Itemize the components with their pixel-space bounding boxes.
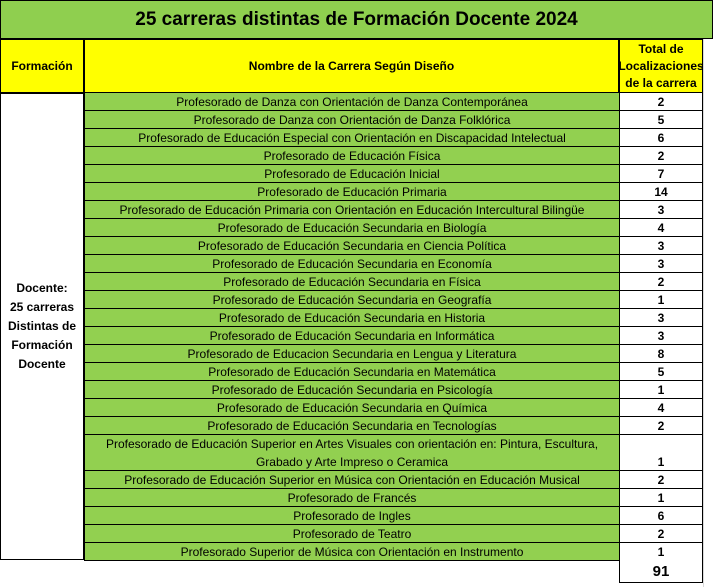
formacion-label <box>0 93 84 560</box>
formacion-label-line: 25 carreras <box>9 300 75 314</box>
table-row <box>84 165 703 183</box>
career-locations-count: 3 <box>619 237 703 255</box>
career-name: Profesorado de Educación Secundaria en Tecnologías <box>84 417 619 435</box>
career-name: Profesorado de Educación Especial con Orientación en Discapacidad Intelectual <box>84 129 619 147</box>
table-row <box>84 381 703 399</box>
career-name: Profesorado de Educación Secundaria en Historia <box>84 309 619 327</box>
table-row <box>84 273 703 291</box>
career-name: Profesorado de Educación Secundaria en Geografía <box>84 291 619 309</box>
career-name: Profesorado de Educación Secundaria en Física <box>84 273 619 291</box>
career-locations-count: 1 <box>619 381 703 399</box>
total-value: 91 <box>619 560 703 583</box>
header-nombre-carrera: Nombre de la Carrera Según Diseño <box>84 39 619 93</box>
table-row <box>84 435 703 471</box>
career-locations-count: 2 <box>619 93 703 111</box>
table-row <box>84 255 703 273</box>
table-row <box>84 291 703 309</box>
career-locations-count: 2 <box>619 417 703 435</box>
career-locations-count: 6 <box>619 507 703 525</box>
career-locations-count: 3 <box>619 201 703 219</box>
career-name: Profesorado de Educación Superior en Artes Visuales con orientación en: Pintura, Escultura, Grabado y Arte Impreso o Ceramica <box>84 435 619 471</box>
career-name: Profesorado de Ingles <box>84 507 619 525</box>
career-name: Profesorado de Educación Secundaria en Economía <box>84 255 619 273</box>
table-title: 25 carreras distintas de Formación Docente 2024 <box>0 0 713 39</box>
career-locations-count: 3 <box>619 327 703 345</box>
career-locations-count: 14 <box>619 183 703 201</box>
career-name: Profesorado de Educación Superior en Música con Orientación en Educación Musical <box>84 471 619 489</box>
table-row <box>84 111 703 129</box>
career-name: Profesorado de Educación Secundaria en Matemática <box>84 363 619 381</box>
header-total-localizaciones <box>619 39 703 93</box>
table-row <box>84 345 703 363</box>
career-locations-count: 4 <box>619 399 703 417</box>
career-locations-count: 2 <box>619 525 703 543</box>
career-locations-count: 6 <box>619 129 703 147</box>
career-locations-count: 7 <box>619 165 703 183</box>
career-name: Profesorado de Educación Física <box>84 147 619 165</box>
table-row <box>84 507 703 525</box>
table-row <box>84 309 703 327</box>
table-row <box>84 363 703 381</box>
header-total-line: Localizaciones <box>618 58 704 73</box>
grid-line <box>703 39 713 587</box>
table-row <box>84 471 703 489</box>
table-row <box>84 93 703 111</box>
header-total-line: de la carrera <box>625 75 697 90</box>
table-row <box>84 201 703 219</box>
career-name: Profesorado de Danza con Orientación de Danza Folklórica <box>84 111 619 129</box>
career-locations-count: 2 <box>619 147 703 165</box>
career-name: Profesorado Superior de Música con Orientación en Instrumento <box>84 543 619 561</box>
career-locations-count: 8 <box>619 345 703 363</box>
table-row <box>84 147 703 165</box>
career-locations-count: 2 <box>619 471 703 489</box>
career-name: Profesorado de Educación Primaria <box>84 183 619 201</box>
table-row <box>84 219 703 237</box>
header-total-line: Total de <box>638 41 684 56</box>
table-row <box>84 525 703 543</box>
career-locations-count: 5 <box>619 111 703 129</box>
formacion-label-line: Distintas de <box>7 319 76 333</box>
career-name: Profesorado de Educacion Secundaria en Lengua y Literatura <box>84 345 619 363</box>
career-locations-count: 3 <box>619 255 703 273</box>
career-name: Profesorado de Educación Secundaria en Química <box>84 399 619 417</box>
header-formacion: Formación <box>0 39 84 93</box>
table-row <box>84 417 703 435</box>
career-name: Profesorado de Educación Secundaria en Biología <box>84 219 619 237</box>
career-locations-count: 2 <box>619 273 703 291</box>
table-row <box>84 327 703 345</box>
table-row <box>84 489 703 507</box>
career-locations-count: 1 <box>619 489 703 507</box>
formacion-label-line: Docente: <box>16 281 68 295</box>
career-name: Profesorado de Educación Secundaria en Ciencia Política <box>84 237 619 255</box>
career-locations-count: 5 <box>619 363 703 381</box>
career-name: Profesorado de Teatro <box>84 525 619 543</box>
career-locations-count: 1 <box>619 543 703 561</box>
career-locations-count: 3 <box>619 309 703 327</box>
career-locations-count: 1 <box>619 291 703 309</box>
career-name: Profesorado de Educación Secundaria en Informática <box>84 327 619 345</box>
career-locations-count: 4 <box>619 219 703 237</box>
career-name: Profesorado de Francés <box>84 489 619 507</box>
career-locations-count: 1 <box>619 435 703 471</box>
careers-table-body <box>84 93 703 561</box>
table-row <box>84 237 703 255</box>
career-name: Profesorado de Danza con Orientación de Danza Contemporánea <box>84 93 619 111</box>
table-row <box>84 543 703 561</box>
career-name: Profesorado de Educación Primaria con Orientación en Educación Intercultural Bilingüe <box>84 201 619 219</box>
formacion-label-line: Docente <box>18 357 66 371</box>
career-name: Profesorado de Educación Inicial <box>84 165 619 183</box>
table-row <box>84 183 703 201</box>
career-name: Profesorado de Educación Secundaria en Psicología <box>84 381 619 399</box>
table-row <box>84 129 703 147</box>
table-row <box>84 399 703 417</box>
formacion-label-line: Formación <box>11 338 73 352</box>
